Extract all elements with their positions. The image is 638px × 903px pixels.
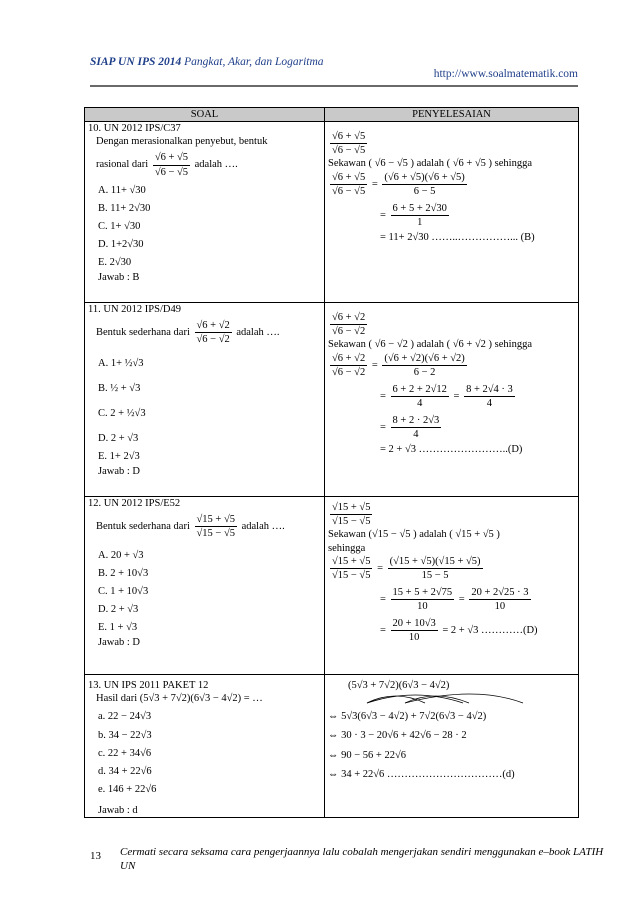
- col-soal: SOAL: [85, 108, 325, 122]
- q10-sekawan: Sekawan ( √6 − √5 ) adalah ( √6 + √5 ) sehingga: [328, 158, 533, 170]
- q10-step-2: = $\frac{6 + 5 + 2√30}{1}$: [380, 202, 447, 228]
- q12-step1-lhs-den: √15 − √5: [332, 569, 371, 581]
- question-row-12: [85, 497, 579, 675]
- q11-step2-den: 4: [417, 397, 423, 409]
- q10-source: UN 2012 IPS/C37: [103, 123, 181, 135]
- q10-prompt-2: [88, 151, 321, 178]
- q11-source: UN 2012 IPS/D49: [103, 304, 181, 316]
- q10-number: 10.: [88, 123, 102, 135]
- q11-option-a: A. 1+ ½√3: [98, 357, 144, 369]
- q11-step1-lhs-den: √6 − √2: [332, 366, 366, 378]
- q10-step1-den: 6 − 5: [413, 185, 436, 197]
- q11-step2-num: 6 + 2 + 2√12: [391, 383, 449, 397]
- q11-step1-den: 6 − 2: [413, 366, 436, 378]
- q13-prompt: Hasil dari (5√3 + 7√2)(6√3 − 4√2) = …: [96, 693, 263, 705]
- q11-step3-den: 4: [413, 429, 419, 441]
- q12-prompt-tail: adalah ….: [241, 521, 285, 533]
- q12-number: 12.: [88, 498, 102, 510]
- q13-option-a: a. 22 − 24√3: [98, 711, 152, 723]
- q12-option-e: E. 1 + √3: [98, 622, 138, 633]
- q12-option-b: B. 2 + 10√3: [98, 567, 149, 579]
- q10-option-b: B. 11+ 2√30: [98, 202, 151, 214]
- q12-soal: [85, 497, 325, 675]
- q10-step1-lhs-den: √6 − √5: [332, 185, 366, 197]
- q11-fraction: [195, 319, 232, 346]
- q10-answer: Jawab : B: [98, 272, 140, 284]
- question-row-10: [85, 122, 579, 303]
- q10-final: = 11+ 2√30 ……..……………... (B): [380, 232, 535, 243]
- question-row-11: [85, 303, 579, 497]
- q10-option-e: E. 2√30: [98, 257, 132, 269]
- table-header-row: [85, 108, 579, 122]
- q11-step2b-num: 8 + 2√4 · 3: [464, 383, 515, 397]
- q11-step1-lhs-num: √6 + √2: [330, 352, 367, 366]
- q13-answer: Jawab : d: [98, 805, 138, 816]
- q12-step-3: = $\frac{20 + 10√3}{10}$ = 2 + √3 …………(D): [380, 618, 538, 644]
- q10-fraction: [153, 151, 190, 178]
- q11-sol-den: √6 − √2: [332, 326, 366, 338]
- q12-fraction-den: √15 − √5: [196, 528, 235, 540]
- header-url[interactable]: http://www.soalmatematik.com: [433, 68, 578, 80]
- q12-answer: Jawab : D: [98, 637, 140, 649]
- q11-step-1: $\frac{√6 + √2}{√6 - √2}$ = $\frac{(√6 + √2)(√6 + √2)}{6 - 2}$: [332, 352, 465, 378]
- q12-fraction-num: √15 + √5: [195, 513, 237, 527]
- col-penyelesaian: PENYELESAIAN: [325, 108, 579, 122]
- distribution-arrows: [345, 691, 575, 707]
- q11-step1-num: (√6 + √2)(√6 + √2): [382, 352, 466, 366]
- q10-prompt-1: Dengan merasionalkan penyebut, bentuk: [96, 136, 268, 148]
- q12-option-a: A. 20 + √3: [98, 549, 144, 561]
- q12-step-2: = $\frac{15 + 5 + 2√75}{10}$ = $\frac{20 + 2√25 \cdot 3}{10}$: [380, 586, 529, 612]
- q12-sol-num: √15 + √5: [330, 501, 372, 515]
- q11-step-2: = $\frac{6 + 2 + 2√12}{4}$ = $\frac{8 + 2√4 \cdot 3}{4}$: [380, 383, 513, 409]
- q11-prompt: [88, 319, 321, 346]
- question-table: [84, 107, 579, 818]
- q13-source: UN IPS 2011 PAKET 12: [103, 680, 209, 692]
- header-rule: [90, 85, 578, 87]
- q12-prompt-lead: Bentuk sederhana dari: [96, 521, 190, 533]
- footer-note: Cermati secara seksama cara pengerjaannya lalu cobalah mengerjakan sendiri menggunakan e–book LATIH UN: [120, 846, 604, 872]
- q11-step3-num: 8 + 2 · 2√3: [391, 414, 442, 428]
- q12-step-1: $\frac{√15 + √5}{√15 - √5}$ = $\frac{(√15 + √5)(√15 + √5)}{15 - 5}$: [332, 555, 481, 581]
- page-number: 13: [90, 850, 101, 862]
- q10-step2-den: 1: [417, 216, 423, 228]
- q11-prompt-tail: adalah ….: [236, 327, 280, 339]
- q10-solution: [325, 122, 579, 303]
- q10-sol-den: √6 − √5: [332, 145, 366, 157]
- q11-final: = 2 + √3 ……………………..(D): [380, 444, 523, 456]
- q11-sekawan: Sekawan ( √6 − √2 ) adalah ( √6 + √2 ) sehingga: [328, 339, 533, 351]
- question-row-13: [85, 675, 579, 818]
- header-topic: Pangkat, Akar, dan Logaritma: [181, 56, 324, 68]
- q12-prompt: [88, 513, 321, 540]
- q10-step-1: $\frac{√6 + √5}{√6 - √5}$ = $\frac{(√6 + √5)(√6 + √5)}{6 - 5}$: [332, 171, 465, 197]
- q10-soal: [85, 122, 325, 303]
- q10-step1-num: (√6 + √5)(√6 + √5): [382, 171, 466, 185]
- q10-sol-num: √6 + √5: [330, 130, 367, 144]
- q13-option-b: b. 34 − 22√3: [98, 729, 152, 741]
- q13-option-d: d. 34 + 22√6: [98, 765, 152, 777]
- q11-option-c: C. 2 + ½√3: [98, 407, 146, 419]
- q10-sol-fraction: [330, 130, 367, 157]
- q11-sol-num: √6 + √2: [330, 311, 367, 325]
- q12-step2b-num: 20 + 2√25 · 3: [469, 586, 530, 600]
- q10-option-c: C. 1+ √30: [98, 220, 141, 232]
- q11-option-d: D. 2 + √3: [98, 432, 139, 444]
- q12-step1-lhs-num: √15 + √5: [330, 555, 372, 569]
- arrow-arc-1: [367, 696, 425, 703]
- q12-fraction: [195, 513, 237, 540]
- q12-source: UN 2012 IPS/E52: [103, 498, 181, 510]
- running-header: [90, 56, 324, 68]
- q12-final: = 2 + √3 …………(D): [442, 625, 538, 637]
- q10-fraction-den: √6 − √5: [154, 166, 189, 178]
- q13-number: 13.: [88, 680, 102, 692]
- q12-step3-den: 10: [408, 632, 420, 644]
- q11-number: 11.: [88, 304, 101, 316]
- q10-prompt-tail: adalah ….: [194, 159, 238, 171]
- q11-option-b: B. ½ + √3: [98, 382, 141, 394]
- q11-prompt-lead: Bentuk sederhana dari: [96, 327, 190, 339]
- q11-soal: [85, 303, 325, 497]
- q12-sekawan: Sekawan (√15 − √5 ) adalah ( √15 + √5 ): [328, 529, 500, 541]
- q13-expr: (5√3 + 7√2)(6√3 − 4√2): [348, 680, 450, 692]
- q13-solution: [325, 675, 579, 818]
- q10-option-d: D. 1+2√30: [98, 239, 144, 250]
- q11-step-3: = $\frac{8 + 2 \cdot 2√3}{4}$: [380, 415, 440, 441]
- q11-solution: [325, 303, 579, 497]
- q12-option-d: D. 2 + √3: [98, 603, 139, 615]
- q11-fraction-num: √6 + √2: [195, 319, 232, 333]
- q11-answer: Jawab : D: [98, 466, 140, 478]
- q11-option-e: E. 1+ 2√3: [98, 451, 140, 462]
- header-series: SIAP UN IPS 2014: [90, 56, 182, 68]
- q12-solution: [325, 497, 579, 675]
- q12-step2-den: 10: [417, 601, 428, 612]
- q11-step2b-den: 4: [486, 397, 493, 409]
- q13-step-2: ⇔ 30 · 3 − 20√6 + 42√6 − 28 · 2: [328, 730, 467, 742]
- q10-fraction-num: √6 + √5: [153, 151, 190, 165]
- q13-step-1: ⇔ 5√3(6√3 − 4√2) + 7√2(6√3 − 4√2): [328, 711, 487, 723]
- q13-step-4: ⇔ 34 + 22√6 ……………………………(d): [328, 768, 515, 780]
- q11-fraction-den: √6 − √2: [196, 334, 230, 346]
- q13-option-c: c. 22 + 34√6: [98, 747, 152, 759]
- q10-option-a: A. 11+ √30: [98, 184, 146, 196]
- q12-step1-den: 15 − 5: [421, 569, 449, 581]
- q12-sol-den: √15 − √5: [332, 516, 371, 528]
- q12-step2-num: 15 + 5 + 2√75: [391, 586, 455, 600]
- q10-step1-lhs-num: √6 + √5: [330, 171, 367, 185]
- q12-step3-num: 20 + 10√3: [391, 617, 438, 631]
- q12-step1-num: (√15 + √5)(√15 + √5): [388, 555, 483, 569]
- q12-sehingga: sehingga: [328, 542, 366, 554]
- q10-step2-num: 6 + 5 + 2√30: [391, 202, 449, 216]
- q13-option-e: e. 146 + 22√6: [98, 783, 157, 795]
- q10-prompt-lead: rasional dari: [96, 159, 149, 171]
- q13-soal: [85, 675, 325, 818]
- q12-step2b-den: 10: [494, 601, 506, 612]
- q12-option-c: C. 1 + 10√3: [98, 585, 149, 597]
- q13-step-3: ⇔ 90 − 56 + 22√6: [328, 749, 406, 761]
